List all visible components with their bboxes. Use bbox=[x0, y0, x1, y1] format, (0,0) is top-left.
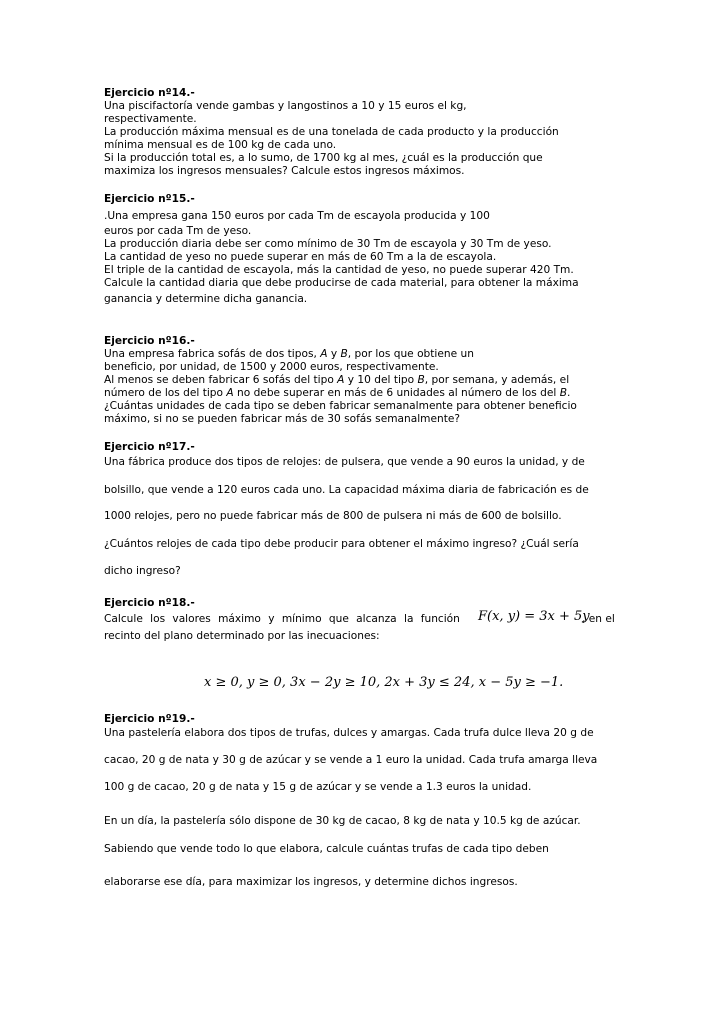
exercise-15-title: Ejercicio nº15.- bbox=[104, 193, 195, 205]
exercise-17-line: Una fábrica produce dos tipos de relojes: de pulsera, que vende a 90 euros la unidad, y de bbox=[104, 456, 585, 468]
exercise-19-line: En un día, la pastelería sólo dispone de 30 kg de cacao, 8 kg de nata y 10.5 kg de azúcar. bbox=[104, 815, 581, 827]
exercise-18-line: Calcule los valores máximo y mínimo que alcanza la función bbox=[104, 613, 460, 625]
exercise-14-line: Una piscifactoría vende gambas y langostinos a 10 y 15 euros el kg, bbox=[104, 100, 467, 112]
exercise-16-title: Ejercicio nº16.- bbox=[104, 335, 195, 347]
exercise-15-line: El triple de la cantidad de escayola, más la cantidad de yeso, no puede superar 420 Tm. bbox=[104, 264, 574, 276]
exercise-14-title: Ejercicio nº14.- bbox=[104, 87, 195, 99]
exercise-18-line: recinto del plano determinado por las inecuaciones: bbox=[104, 630, 380, 642]
exercise-16-line: Una empresa fabrica sofás de dos tipos, A y B, por los que obtiene un bbox=[104, 348, 474, 360]
exercise-15-line: .Una empresa gana 150 euros por cada Tm de escayola producida y 100 bbox=[104, 210, 490, 222]
exercise-19-line: elaborarse ese día, para maximizar los ingresos, y determine dichos ingresos. bbox=[104, 876, 518, 888]
exercise-14-line: La producción máxima mensual es de una tonelada de cada producto y la producción bbox=[104, 126, 559, 138]
exercise-19-line: cacao, 20 g de nata y 30 g de azúcar y se vende a 1 euro la unidad. Cada trufa amarga lleva bbox=[104, 754, 598, 766]
exercise-16-line: máximo, si no se pueden fabricar más de 30 sofás semanalmente? bbox=[104, 413, 461, 425]
inequalities-formula: x ≥ 0, y ≥ 0, 3x − 2y ≥ 10, 2x + 3y ≤ 24, x − 5y ≥ −1. bbox=[204, 675, 564, 690]
exercise-15-line: La cantidad de yeso no puede superar en más de 60 Tm a la de escayola. bbox=[104, 251, 497, 263]
exercise-18-line: , en el bbox=[582, 613, 615, 625]
exercise-14-line: mínima mensual es de 100 kg de cada uno. bbox=[104, 139, 337, 151]
exercise-16-line: número de los del tipo A no debe superar en más de 6 unidades al número de los del B. bbox=[104, 387, 571, 399]
exercise-14-line: Si la producción total es, a lo sumo, de 1700 kg al mes, ¿cuál es la producción que bbox=[104, 152, 543, 164]
exercise-17-line: 1000 relojes, pero no puede fabricar más de 800 de pulsera ni más de 600 de bolsillo. bbox=[104, 510, 562, 522]
exercise-19-line: Una pastelería elabora dos tipos de trufas, dulces y amargas. Cada trufa dulce lleva 20 g de bbox=[104, 727, 594, 739]
exercise-15-line: ganancia y determine dicha ganancia. bbox=[104, 293, 308, 305]
exercise-19-line: 100 g de cacao, 20 g de nata y 15 g de azúcar y se vende a 1.3 euros la unidad. bbox=[104, 781, 532, 793]
exercise-16-line: Al menos se deben fabricar 6 sofás del tipo A y 10 del tipo B, por semana, y además, el bbox=[104, 374, 570, 386]
function-formula: F(x, y) = 3x + 5y bbox=[478, 609, 590, 624]
exercise-17-line: bolsillo, que vende a 120 euros cada uno. La capacidad máxima diaria de fabricación es de bbox=[104, 484, 589, 496]
exercise-15-line: Calcule la cantidad diaria que debe producirse de cada material, para obtener la máxima bbox=[104, 277, 579, 289]
exercise-17-line: dicho ingreso? bbox=[104, 565, 181, 577]
exercise-18-title: Ejercicio nº18.- bbox=[104, 597, 195, 609]
exercise-15-line: euros por cada Tm de yeso. bbox=[104, 225, 252, 237]
exercise-15-line: La producción diaria debe ser como mínimo de 30 Tm de escayola y 30 Tm de yeso. bbox=[104, 238, 552, 250]
exercise-19-line: Sabiendo que vende todo lo que elabora, calcule cuántas trufas de cada tipo deben bbox=[104, 843, 549, 855]
exercise-14-line: maximiza los ingresos mensuales? Calcule estos ingresos máximos. bbox=[104, 165, 465, 177]
exercise-16-line: beneficio, por unidad, de 1500 y 2000 euros, respectivamente. bbox=[104, 361, 439, 373]
exercise-16-line: ¿Cuántas unidades de cada tipo se deben fabricar semanalmente para obtener beneficio bbox=[104, 400, 577, 412]
exercise-17-title: Ejercicio nº17.- bbox=[104, 441, 195, 453]
exercise-19-title: Ejercicio nº19.- bbox=[104, 713, 195, 725]
exercise-14-line: respectivamente. bbox=[104, 113, 197, 125]
exercise-17-line: ¿Cuántos relojes de cada tipo debe producir para obtener el máximo ingreso? ¿Cuál sería bbox=[104, 538, 579, 550]
